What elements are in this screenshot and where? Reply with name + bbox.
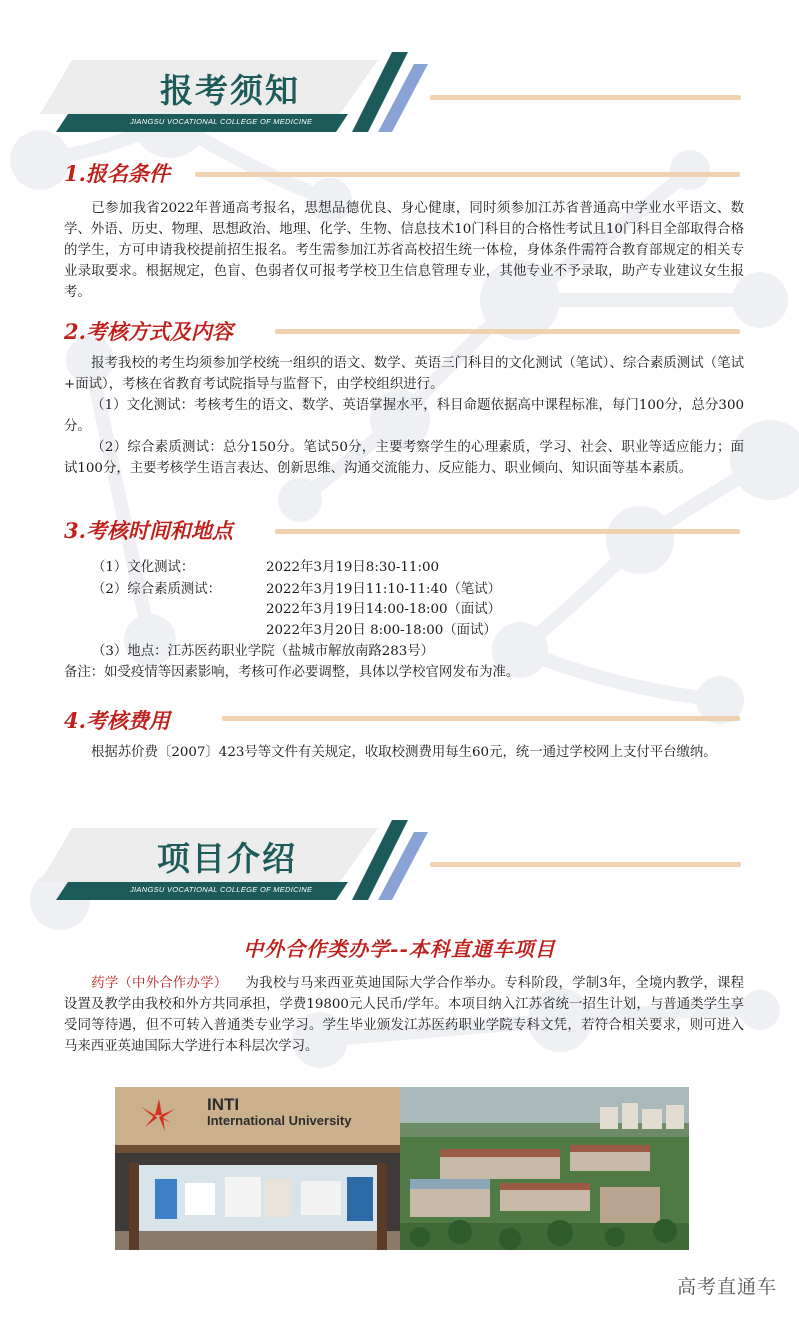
schedule-note: 备注：如受疫情等因素影响，考核可作必要调整，具体以学校官网发布为准。 [64, 665, 520, 680]
banner-2-title: 项目介绍 [157, 839, 297, 878]
schedule-row-2-label: （2）综合素质测试： [92, 582, 222, 597]
section-1-title: 1.报名条件 [64, 161, 170, 186]
section-2-paragraph-3 [64, 437, 744, 479]
section-3-title: 3.考核时间和地点 [64, 518, 233, 543]
schedule-row-4-value: 2022年3月20日 8:00-18:00（面试） [266, 623, 497, 638]
banner-1-title: 报考须知 [160, 71, 300, 110]
schedule-row-3-value: 2022年3月19日14:00-18:00（面试） [266, 602, 502, 617]
section-4-body [64, 742, 744, 763]
inti-sign-line-1: INTI [207, 1095, 240, 1114]
section-4-title: 4.考核费用 [64, 708, 170, 733]
watermark: 高考直通车 [676, 1276, 777, 1298]
section-4-divider [222, 716, 740, 721]
schedule-row-1-value: 2022年3月19日8:30-11:00 [266, 560, 439, 575]
schedule-row-2-value: 2022年3月19日11:10-11:40（笔试） [266, 582, 502, 597]
banner-1-subtitle: JIANGSU VOCATIONAL COLLEGE OF MEDICINE [130, 117, 313, 126]
section-2-paragraph-1 [64, 353, 744, 395]
project-text: 为我校与马来西亚英迪国际大学合作举办。专科阶段，学制3年，全境内教学，课程设置及教学由我校和外方共同承担，学费19800元人民币/学年。本项目纳入江苏省统一招生计划，与普通类学生享受同等待遇，但不可转入普通类专业学习。学生毕业颁发江苏医药职业学院专科文凭，若符合相关要求，则可进入马来西亚英迪国际大学进行本科层次学习。 [64, 976, 744, 1054]
section-1-divider [195, 172, 740, 177]
project-highlight: 药学（中外合作办学） [91, 976, 228, 991]
photo-campus-aerial [400, 1087, 689, 1250]
section-4-text: 根据苏价费〔2007〕423号等文件有关规定，收取校测费用每生60元，统一通过学校网上支付平台缴纳。 [91, 745, 717, 760]
banner-1 [0, 50, 799, 150]
banner-1-graphic [0, 50, 799, 150]
section-2-divider [275, 329, 740, 334]
section-3-divider [275, 529, 740, 534]
banner-2-subtitle: JIANGSU VOCATIONAL COLLEGE OF MEDICINE [130, 885, 313, 894]
section-1-body [64, 198, 744, 303]
banner-2-graphic [0, 820, 799, 920]
section-1-text: 已参加我省2022年普通高考报名，思想品德优良、身心健康，同时须参加江苏省普通高中学业水平语文、数学、外语、历史、物理、思想政治、地理、化学、生物、信息技术10门科目的合格性考试且10门科目全部取得合格的学生，方可申请我校提前招生报名。考生需参加江苏省高校招生统一体检，身体条件需符合教育部规定的相关专业录取要求。根据规定，色盲、色弱者仅可报考学校卫生信息管理专业，其他专业不予录取，助产专业建议女生报考。 [64, 201, 744, 300]
banner-2 [0, 820, 799, 920]
section-2-text-3: （2）综合素质测试：总分150分。笔试50分，主要考察学生的心理素质，学习、社会、职业等适应能力；面试100分，主要考核学生语言表达、创新思维、沟通交流能力、反应能力、职业倾向、知识面等基本素质。 [64, 440, 744, 476]
section-2-title: 2.考核方式及内容 [64, 319, 233, 344]
project-title: 中外合作类办学--本科直通车项目 [243, 937, 556, 961]
section-2-paragraph-2 [64, 395, 744, 437]
inti-sign-line-2: International University [207, 1113, 352, 1128]
schedule-location: （3）地点：江苏医药职业学院（盐城市解放南路283号） [92, 644, 435, 659]
schedule-row-1-label: （1）文化测试： [92, 560, 195, 575]
section-2-text-1: 报考我校的考生均须参加学校统一组织的语文、数学、英语三门科目的文化测试（笔试）、综合素质测试（笔试+面试），考核在省教育考试院指导与监督下，由学校组织进行。 [64, 356, 744, 392]
photo-inti-entrance [115, 1087, 400, 1250]
project-body [64, 973, 744, 1057]
section-2-text-2: （1）文化测试：考核考生的语文、数学、英语掌握水平，科目命题依据高中课程标准，每门100分，总分300分。 [64, 398, 744, 434]
